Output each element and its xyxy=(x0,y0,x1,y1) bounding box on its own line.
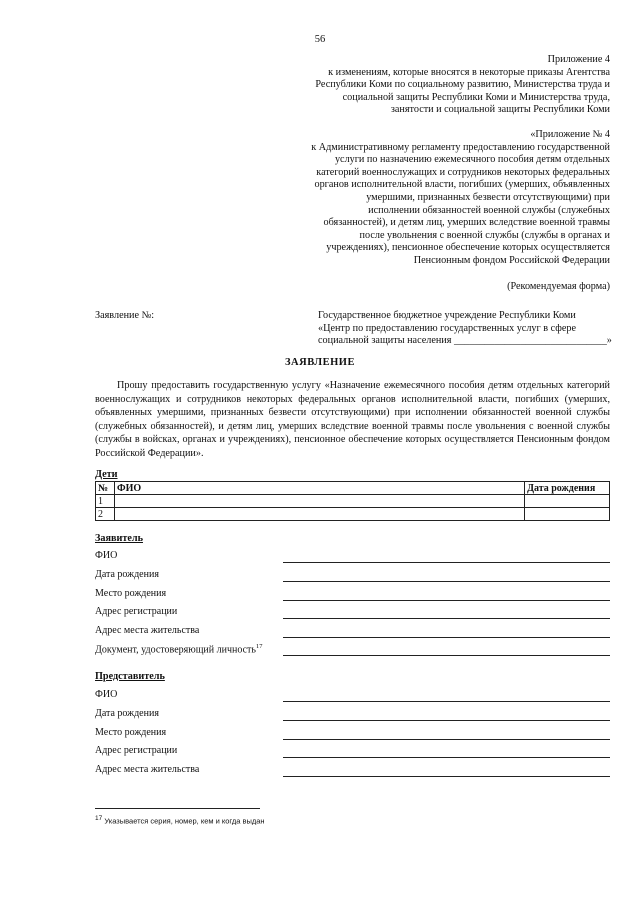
footnote-text: Указывается серия, номер, кем и когда выдан xyxy=(104,816,265,826)
column-header-number: № xyxy=(96,482,115,495)
regulation-line: категорий военнослужащих и сотрудников некоторых федеральных xyxy=(316,166,610,178)
representative-registration-address-input-line[interactable] xyxy=(283,757,610,758)
representative-birthplace-input-line[interactable] xyxy=(283,739,610,740)
appendix-line: Приложение 4 xyxy=(547,54,610,65)
form-note: (Рекомендуемая форма) xyxy=(507,281,610,292)
application-number-label: Заявление №: xyxy=(95,310,155,321)
representative-residence-address-label: Адрес места жительства xyxy=(95,764,200,775)
applicant-birthplace-label: Место рождения xyxy=(95,588,167,599)
applicant-id-document-text: Документ, удостоверяющий личность xyxy=(95,644,256,656)
document-title: ЗАЯВЛЕНИЕ xyxy=(285,357,355,368)
representative-fio-label: ФИО xyxy=(95,689,118,700)
regulation-line: Пенсионным фондом Российской Федерации xyxy=(413,254,610,266)
page-number: 56 xyxy=(314,34,326,45)
row-number: 2 xyxy=(96,508,115,521)
footnote-divider xyxy=(95,808,260,809)
appendix-line: к изменениям, которые вносятся в некоторые приказы Агентства xyxy=(328,66,610,78)
children-table-header xyxy=(96,482,610,495)
applicant-birthplace-input-line[interactable] xyxy=(283,600,610,601)
applicant-id-document-input-line[interactable] xyxy=(283,655,610,656)
applicant-fio-input-line[interactable] xyxy=(283,562,610,563)
children-section-title: Дети xyxy=(95,469,118,480)
child-fio-cell[interactable] xyxy=(114,495,524,508)
applicant-registration-address-input-line[interactable] xyxy=(283,618,610,619)
representative-birthdate-input-line[interactable] xyxy=(283,720,610,721)
regulation-line: исполнении обязанностей военной службы (служебных xyxy=(368,204,610,216)
regulation-line: умершими, признанных безвести отсутствующими) при xyxy=(366,191,610,203)
applicant-fio-label: ФИО xyxy=(95,550,118,561)
recipient-line: Государственное бюджетное учреждение Республики Коми xyxy=(318,310,576,321)
appendix-line: занятости и социальной защиты Республики Коми xyxy=(390,104,610,116)
row-number: 1 xyxy=(96,495,115,508)
appendix-line: Республики Коми по социальному развитию, Министерства труда и xyxy=(315,79,610,91)
representative-birthdate-label: Дата рождения xyxy=(95,708,159,719)
footnote-mark: 17 xyxy=(255,643,263,650)
table-row xyxy=(96,495,610,508)
applicant-birthdate-input-line[interactable] xyxy=(283,581,610,582)
regulation-line: «Приложение № 4 xyxy=(530,129,610,140)
regulation-line: обязанностей), и детям лиц, умерших вследствие военной травмы xyxy=(323,217,610,229)
child-fio-cell[interactable] xyxy=(114,508,524,521)
footnote-number: 17 xyxy=(95,815,103,822)
recipient-line: «Центр по предоставлению государственных услуг в сфере xyxy=(318,322,576,334)
applicant-id-document-label xyxy=(95,643,262,655)
regulation-line: услуги по назначению ежемесячного пособия детям отдельных xyxy=(334,154,610,166)
representative-registration-address-label: Адрес регистрации xyxy=(95,745,178,756)
recipient-line: социальной защиты населения ______________________________» xyxy=(318,335,612,347)
regulation-header xyxy=(311,129,610,268)
column-header-birthdate: Дата рождения xyxy=(525,482,610,495)
children-table xyxy=(95,481,610,521)
regulation-line: после увольнения с военной службы (службы в органах и xyxy=(359,229,610,241)
applicant-birthdate-label: Дата рождения xyxy=(95,569,159,580)
representative-fio-input-line[interactable] xyxy=(283,701,610,702)
applicant-section-title: Заявитель xyxy=(95,533,143,544)
child-birthdate-cell[interactable] xyxy=(525,508,610,521)
representative-birthplace-label: Место рождения xyxy=(95,727,167,738)
representative-residence-address-input-line[interactable] xyxy=(283,776,610,777)
applicant-residence-address-label: Адрес места жительства xyxy=(95,625,200,636)
appendix-line: социальной защиты Республики Коми и Министерства труда, xyxy=(342,91,610,103)
column-header-fio: ФИО xyxy=(114,482,524,495)
regulation-line: учреждениях), пенсионное обеспечение которых осуществляется xyxy=(326,242,610,254)
application-body-text: Прошу предоставить государственную услугу «Назначение ежемесячного пособия детям отдельных категорий военнослужащих и сотрудников некоторых федеральных органов исполнительной власти, погибших (умерших, объявленных умершими, признанных безвести отсутствующими) при исполнении обязанностей военной службы (служебных обязанностей), и детям лиц, умерших вследствие военной травмы после увольнения с военной службы (службы в войсках, органах и учреждениях), пенсионное обеспечение которых осуществляется Пенсионным фондом Российской Федерации». xyxy=(95,380,610,459)
applicant-registration-address-label: Адрес регистрации xyxy=(95,606,178,617)
representative-section-title: Представитель xyxy=(95,671,165,682)
regulation-line: органов исполнительной власти, погибших (умерших, объявленных xyxy=(314,179,610,191)
table-row xyxy=(96,508,610,521)
applicant-residence-address-input-line[interactable] xyxy=(283,637,610,638)
regulation-line: к Административному регламенту предоставлению государственной xyxy=(311,141,610,153)
child-birthdate-cell[interactable] xyxy=(525,495,610,508)
footnote xyxy=(95,815,265,826)
appendix-header xyxy=(315,54,610,117)
recipient-block xyxy=(318,310,612,348)
